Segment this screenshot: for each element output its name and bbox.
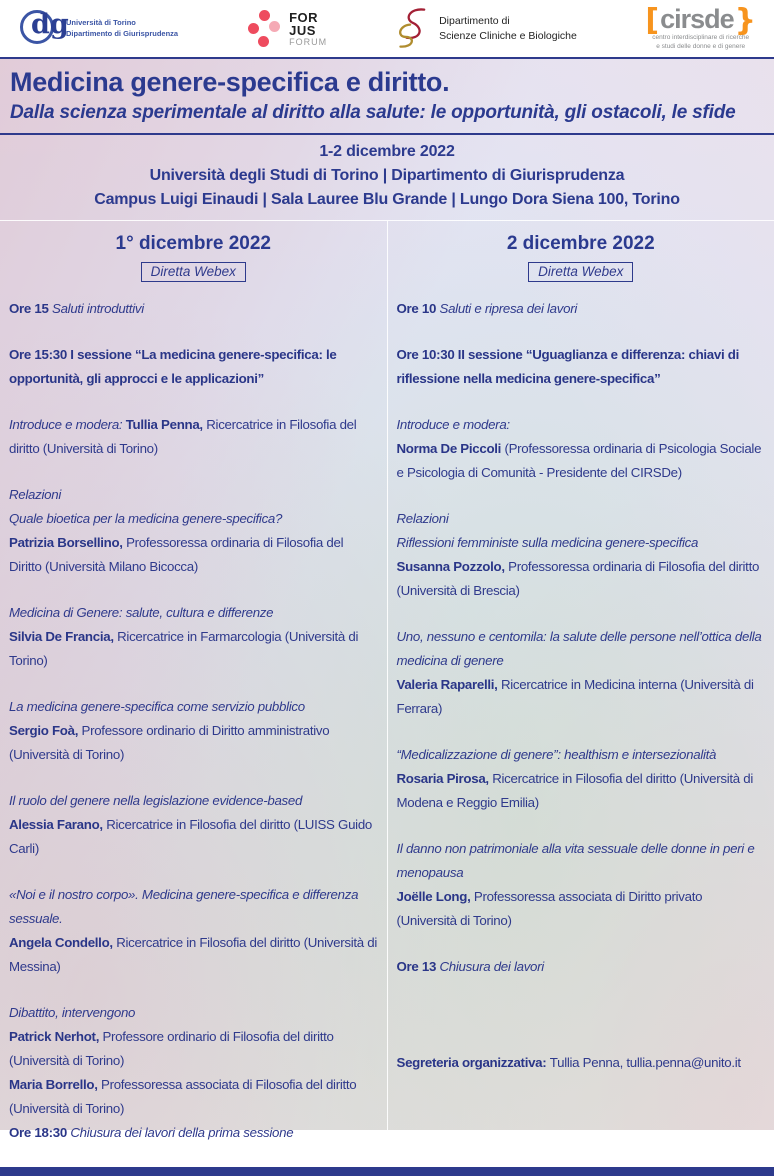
day-2-title: 2 dicembre 2022 xyxy=(397,233,766,255)
program-block xyxy=(9,343,378,391)
column-day-1 xyxy=(0,221,387,1167)
program-line: La medicina genere-specifica come servizio pubblico xyxy=(9,695,378,719)
program-line: Sergio Foà, Professore ordinario di Diritto amministrativo (Università di Torino) xyxy=(9,719,378,767)
program-block xyxy=(397,625,766,721)
scb-line2: Scienze Cliniche e Biologiche xyxy=(439,30,577,42)
program-block xyxy=(397,1051,766,1075)
program-line: Uno, nessuno e centomila: la salute delle persone nell’ottica della medicina di genere xyxy=(397,625,766,673)
program-line: Il ruolo del genere nella legislazione evidence-based xyxy=(9,789,378,813)
program-line: Angela Condello, Ricercatrice in Filosofia del diritto (Università di Messina) xyxy=(9,931,378,979)
program-line: Patrick Nerhot, Professore ordinario di Filosofia del diritto (Università di Torino) xyxy=(9,1025,378,1073)
webex-badge-day-1[interactable]: Diretta Webex xyxy=(141,262,246,282)
logo-forjus-forum xyxy=(248,9,327,49)
event-venue: Campus Luigi Einaudi | Sala Lauree Blu Grande | Lungo Dora Siena 100, Torino xyxy=(0,188,774,212)
program-block xyxy=(9,483,378,579)
program-line: Susanna Pozzolo, Professoressa ordinaria di Filosofia del diritto (Università di Brescia) xyxy=(397,555,766,603)
program-line: Introduce e modera: Tullia Penna, Ricercatrice in Filosofia del diritto (Università di Torino) xyxy=(9,413,378,461)
cirsde-close-brace: } xyxy=(735,6,756,36)
column-day-2 xyxy=(388,221,774,1167)
program-line: Alessia Farano, Ricercatrice in Filosofia del diritto (LUISS Guido Carli) xyxy=(9,813,378,861)
program-line: Maria Borrello, Professoressa associata di Filosofia del diritto (Università di Torino) xyxy=(9,1073,378,1121)
program-line: Valeria Raparelli, Ricercatrice in Medicina interna (Università di Ferrara) xyxy=(397,673,766,721)
program-line: Patrizia Borsellino, Professoressa ordinaria di Filosofia del Diritto (Università Milano Bicocca) xyxy=(9,531,378,579)
program-day-1 xyxy=(9,297,378,1145)
program-line: Ore 10:30 II sessione “Uguaglianza e differenza: chiavi di riflessione nella medicina genere-specifica” xyxy=(397,343,766,391)
event-organizer: Università degli Studi di Torino | Dipartimento di Giurisprudenza xyxy=(0,164,774,188)
subtitle: Dalla scienza sperimentale al diritto alla salute: le opportunità, gli ostacoli, le sfide xyxy=(10,102,764,124)
program-line: Relazioni xyxy=(397,507,766,531)
day-1-title: 1° dicembre 2022 xyxy=(9,233,378,255)
logo-scienze-cliniche-biologiche xyxy=(389,6,577,52)
title-section xyxy=(0,59,774,133)
program-columns xyxy=(0,221,774,1167)
program-block xyxy=(9,695,378,767)
program-block xyxy=(397,343,766,391)
program-line: Dibattito, intervengono xyxy=(9,1001,378,1025)
program-line: Ore 18:30 Chiusura dei lavori della prima sessione xyxy=(9,1121,378,1145)
program-block xyxy=(397,297,766,321)
scb-line1: Dipartimento di xyxy=(439,15,510,27)
program-day-2 xyxy=(397,297,766,1075)
dg-line2: Dipartimento di Giurisprudenza xyxy=(66,29,178,38)
program-line: Silvia De Francia, Ricercatrice in Farmarcologia (Università di Torino) xyxy=(9,625,378,673)
program-line: Rosaria Pirosa, Ricercatrice in Filosofia del diritto (Università di Modena e Reggio Emilia) xyxy=(397,767,766,815)
program-line: “Medicalizzazione di genere”: healthism e intersezionalità xyxy=(397,743,766,767)
program-line: Riflessioni femministe sulla medicina genere-specifica xyxy=(397,531,766,555)
forjus-word-forum: FORUM xyxy=(289,38,327,47)
program-line: Introduce e modera: xyxy=(397,413,766,437)
program-block xyxy=(9,601,378,673)
program-block xyxy=(9,413,378,461)
cirsde-tagline: centro interdisciplinare di ricerche e studi delle donne e di genere xyxy=(652,34,749,50)
event-info xyxy=(0,135,774,220)
forjus-logo-text xyxy=(289,11,327,47)
scb-logo-text xyxy=(439,14,577,42)
forjus-word-jus: JUS xyxy=(289,24,327,37)
program-line: Quale bioetica per la medicina genere-specifica? xyxy=(9,507,378,531)
main-title: Medicina genere-specifica e diritto. xyxy=(10,66,764,100)
program-block xyxy=(397,837,766,933)
logo-header xyxy=(0,0,774,57)
dg-logo-text xyxy=(66,18,178,38)
program-block xyxy=(9,883,378,979)
event-dates: 1-2 dicembre 2022 xyxy=(0,140,774,164)
forjus-dots-icon xyxy=(248,9,282,49)
program-block xyxy=(397,413,766,485)
cirsde-wordmark: cirsde xyxy=(659,6,735,33)
forjus-word-for: FOR xyxy=(289,11,327,24)
program-block xyxy=(397,743,766,815)
webex-badge-day-2[interactable]: Diretta Webex xyxy=(528,262,633,282)
logo-cirsde xyxy=(645,6,756,50)
program-block xyxy=(397,955,766,979)
footer-bar xyxy=(0,1167,774,1176)
program-line: Ore 13 Chiusura dei lavori xyxy=(397,955,766,979)
program-line: Norma De Piccoli (Professoressa ordinaria di Psicologia Sociale e Psicologia di Comunità - Presidente del CIRSDe) xyxy=(397,437,766,485)
program-line: Segreteria organizzativa: Tullia Penna, tullia.penna@unito.it xyxy=(397,1051,766,1075)
program-line: Joëlle Long, Professoressa associata di Diritto privato (Università di Torino) xyxy=(397,885,766,933)
logo-unito-giurisprudenza xyxy=(20,8,178,50)
program-line: «Noi e il nostro corpo». Medicina genere-specifica e differenza sessuale. xyxy=(9,883,378,931)
program-block xyxy=(9,297,378,321)
program-block xyxy=(397,507,766,603)
program-line: Ore 10 Saluti e ripresa dei lavori xyxy=(397,297,766,321)
program-line: Relazioni xyxy=(9,483,378,507)
program-block xyxy=(9,1001,378,1145)
dg-line1: Università di Torino xyxy=(66,18,136,27)
program-block xyxy=(9,789,378,861)
program-line: Medicina di Genere: salute, cultura e differenze xyxy=(9,601,378,625)
program-line: Il danno non patrimoniale alla vita sessuale delle donne in peri e menopausa xyxy=(397,837,766,885)
cirsde-open-bracket: [ xyxy=(645,6,659,36)
program-line: Ore 15:30 I sessione “La medicina genere-specifica: le opportunità, gli approcci e le applicazioni” xyxy=(9,343,378,391)
program-line: Ore 15 Saluti introduttivi xyxy=(9,297,378,321)
scb-monogram-icon xyxy=(389,6,433,52)
dg-circle-icon: dg xyxy=(20,8,62,50)
